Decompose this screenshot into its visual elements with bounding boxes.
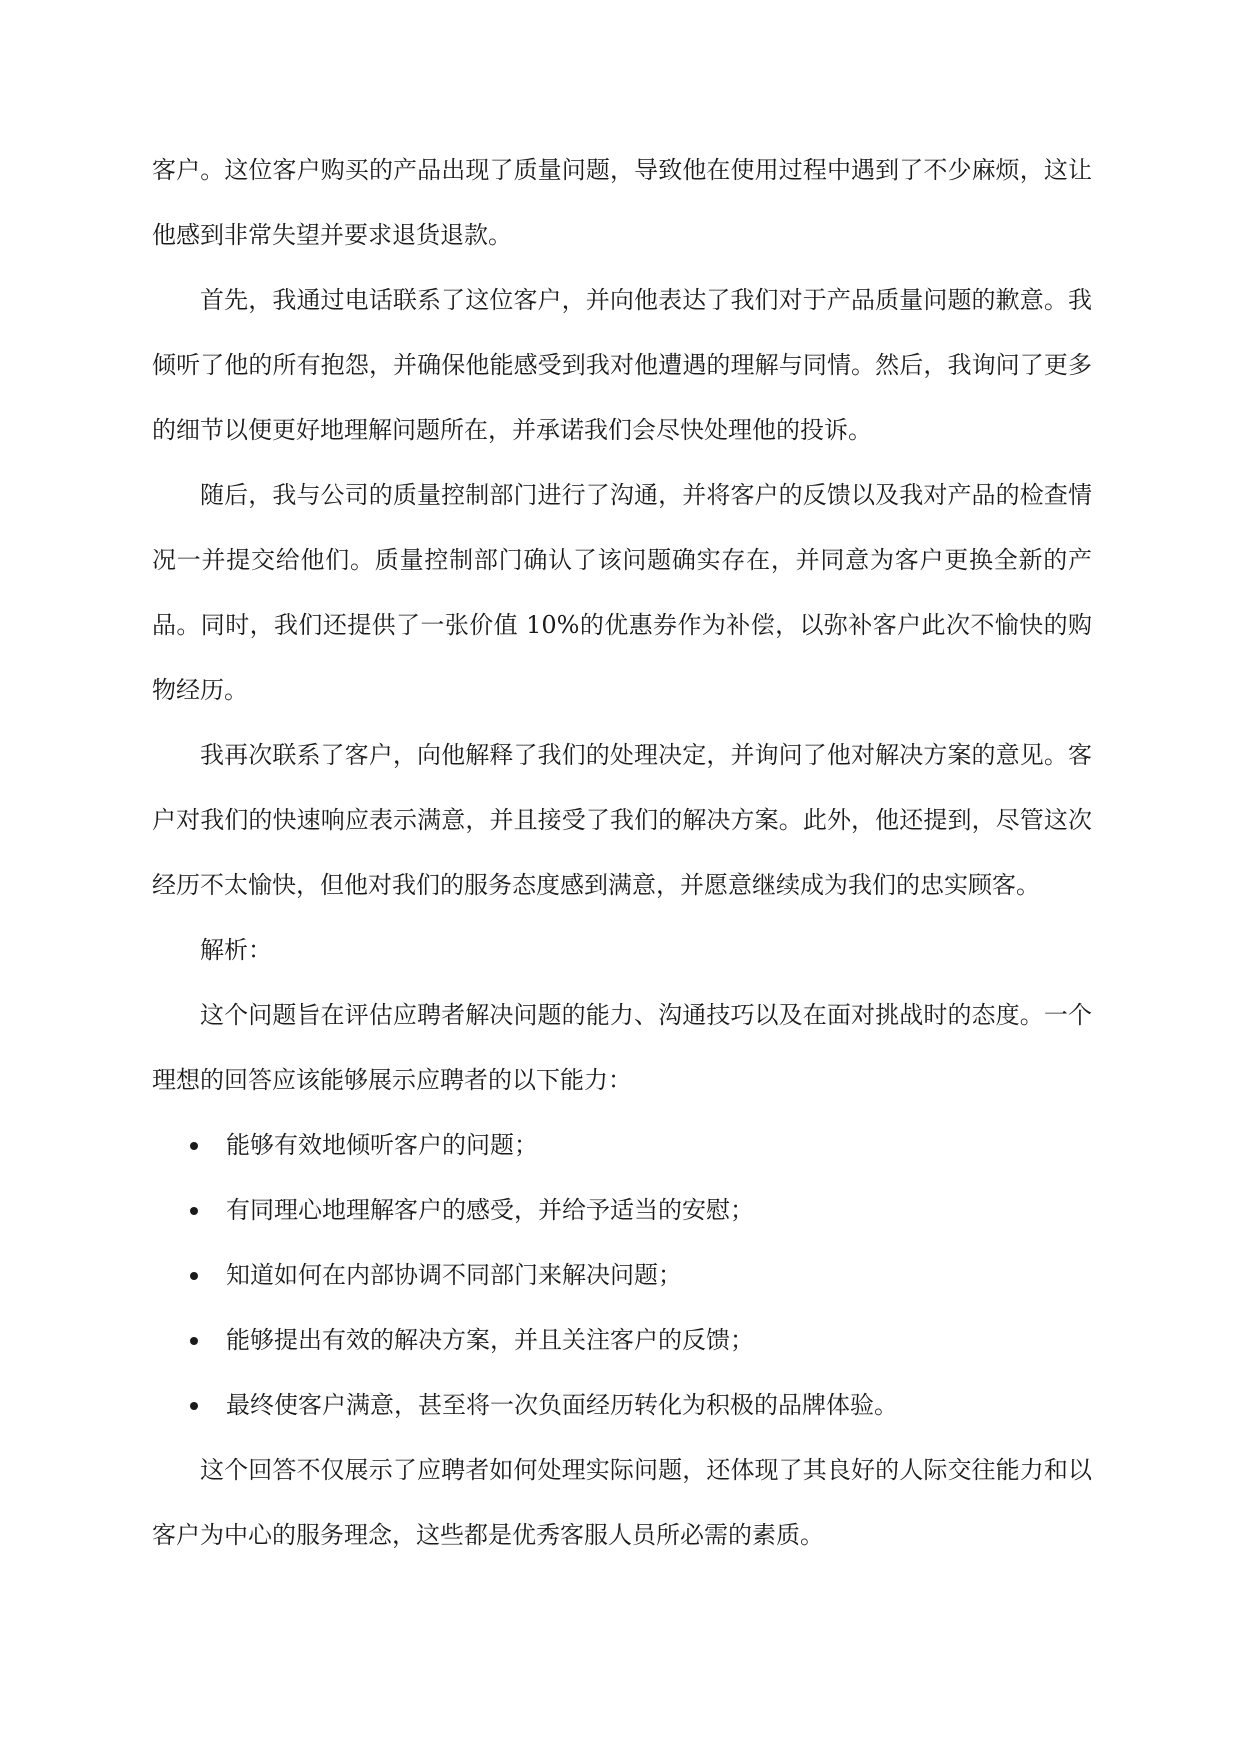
paragraph-2: 首先，我通过电话联系了这位客户，并向他表达了我们对于产品质量问题的歉意。我倾听了他的所有抱怨，并确保他能感受到我对他遭遇的理解与同情。然后，我询问了更多的细节以便更好地理解问题所在，并承诺我们会尽快处理他的投诉。 — [152, 286, 1092, 444]
paragraph-5: 这个问题旨在评估应聘者解决问题的能力、沟通技巧以及在面对挑战时的态度。一个理想的回答应该能够展示应聘者的以下能力： — [152, 1001, 1092, 1094]
bullet-icon — [190, 1402, 198, 1410]
list-item-text: 能够提出有效的解决方案，并且关注客户的反馈； — [226, 1326, 754, 1354]
list-item — [152, 1243, 1092, 1308]
list-item-text: 能够有效地倾听客户的问题； — [226, 1131, 538, 1159]
list-item — [152, 1308, 1092, 1373]
list-item-text: 知道如何在内部协调不同部门来解决问题； — [226, 1261, 682, 1289]
list-item-text: 最终使客户满意，甚至将一次负面经历转化为积极的品牌体验。 — [226, 1391, 898, 1419]
list-item-text: 有同理心地理解客户的感受，并给予适当的安慰； — [226, 1196, 754, 1224]
ability-list — [152, 1113, 1092, 1438]
list-item — [152, 1113, 1092, 1178]
paragraph-conclusion: 这个回答不仅展示了应聘者如何处理实际问题，还体现了其良好的人际交往能力和以客户为中心的服务理念，这些都是优秀客服人员所必需的素质。 — [152, 1456, 1092, 1549]
paragraph-1: 客户。这位客户购买的产品出现了质量问题，导致他在使用过程中遇到了不少麻烦，这让他感到非常失望并要求退货退款。 — [152, 156, 1092, 249]
analysis-heading: 解析： — [200, 936, 272, 964]
list-item — [152, 1178, 1092, 1243]
paragraph-4: 我再次联系了客户，向他解释了我们的处理决定，并询问了他对解决方案的意见。客户对我们的快速响应表示满意，并且接受了我们的解决方案。此外，他还提到，尽管这次经历不太愉快，但他对我们的服务态度感到满意，并愿意继续成为我们的忠实顾客。 — [152, 741, 1092, 899]
document-body — [152, 138, 1092, 1568]
bullet-icon — [190, 1142, 198, 1150]
bullet-icon — [190, 1337, 198, 1345]
paragraph-3: 随后，我与公司的质量控制部门进行了沟通，并将客户的反馈以及我对产品的检查情况一并提交给他们。质量控制部门确认了该问题确实存在，并同意为客户更换全新的产品。同时，我们还提供了一张价值 10%的优惠券作为补偿，以弥补客户此次不愉快的购物经历。 — [152, 481, 1092, 704]
list-item — [152, 1373, 1092, 1438]
bullet-icon — [190, 1207, 198, 1215]
bullet-icon — [190, 1272, 198, 1280]
